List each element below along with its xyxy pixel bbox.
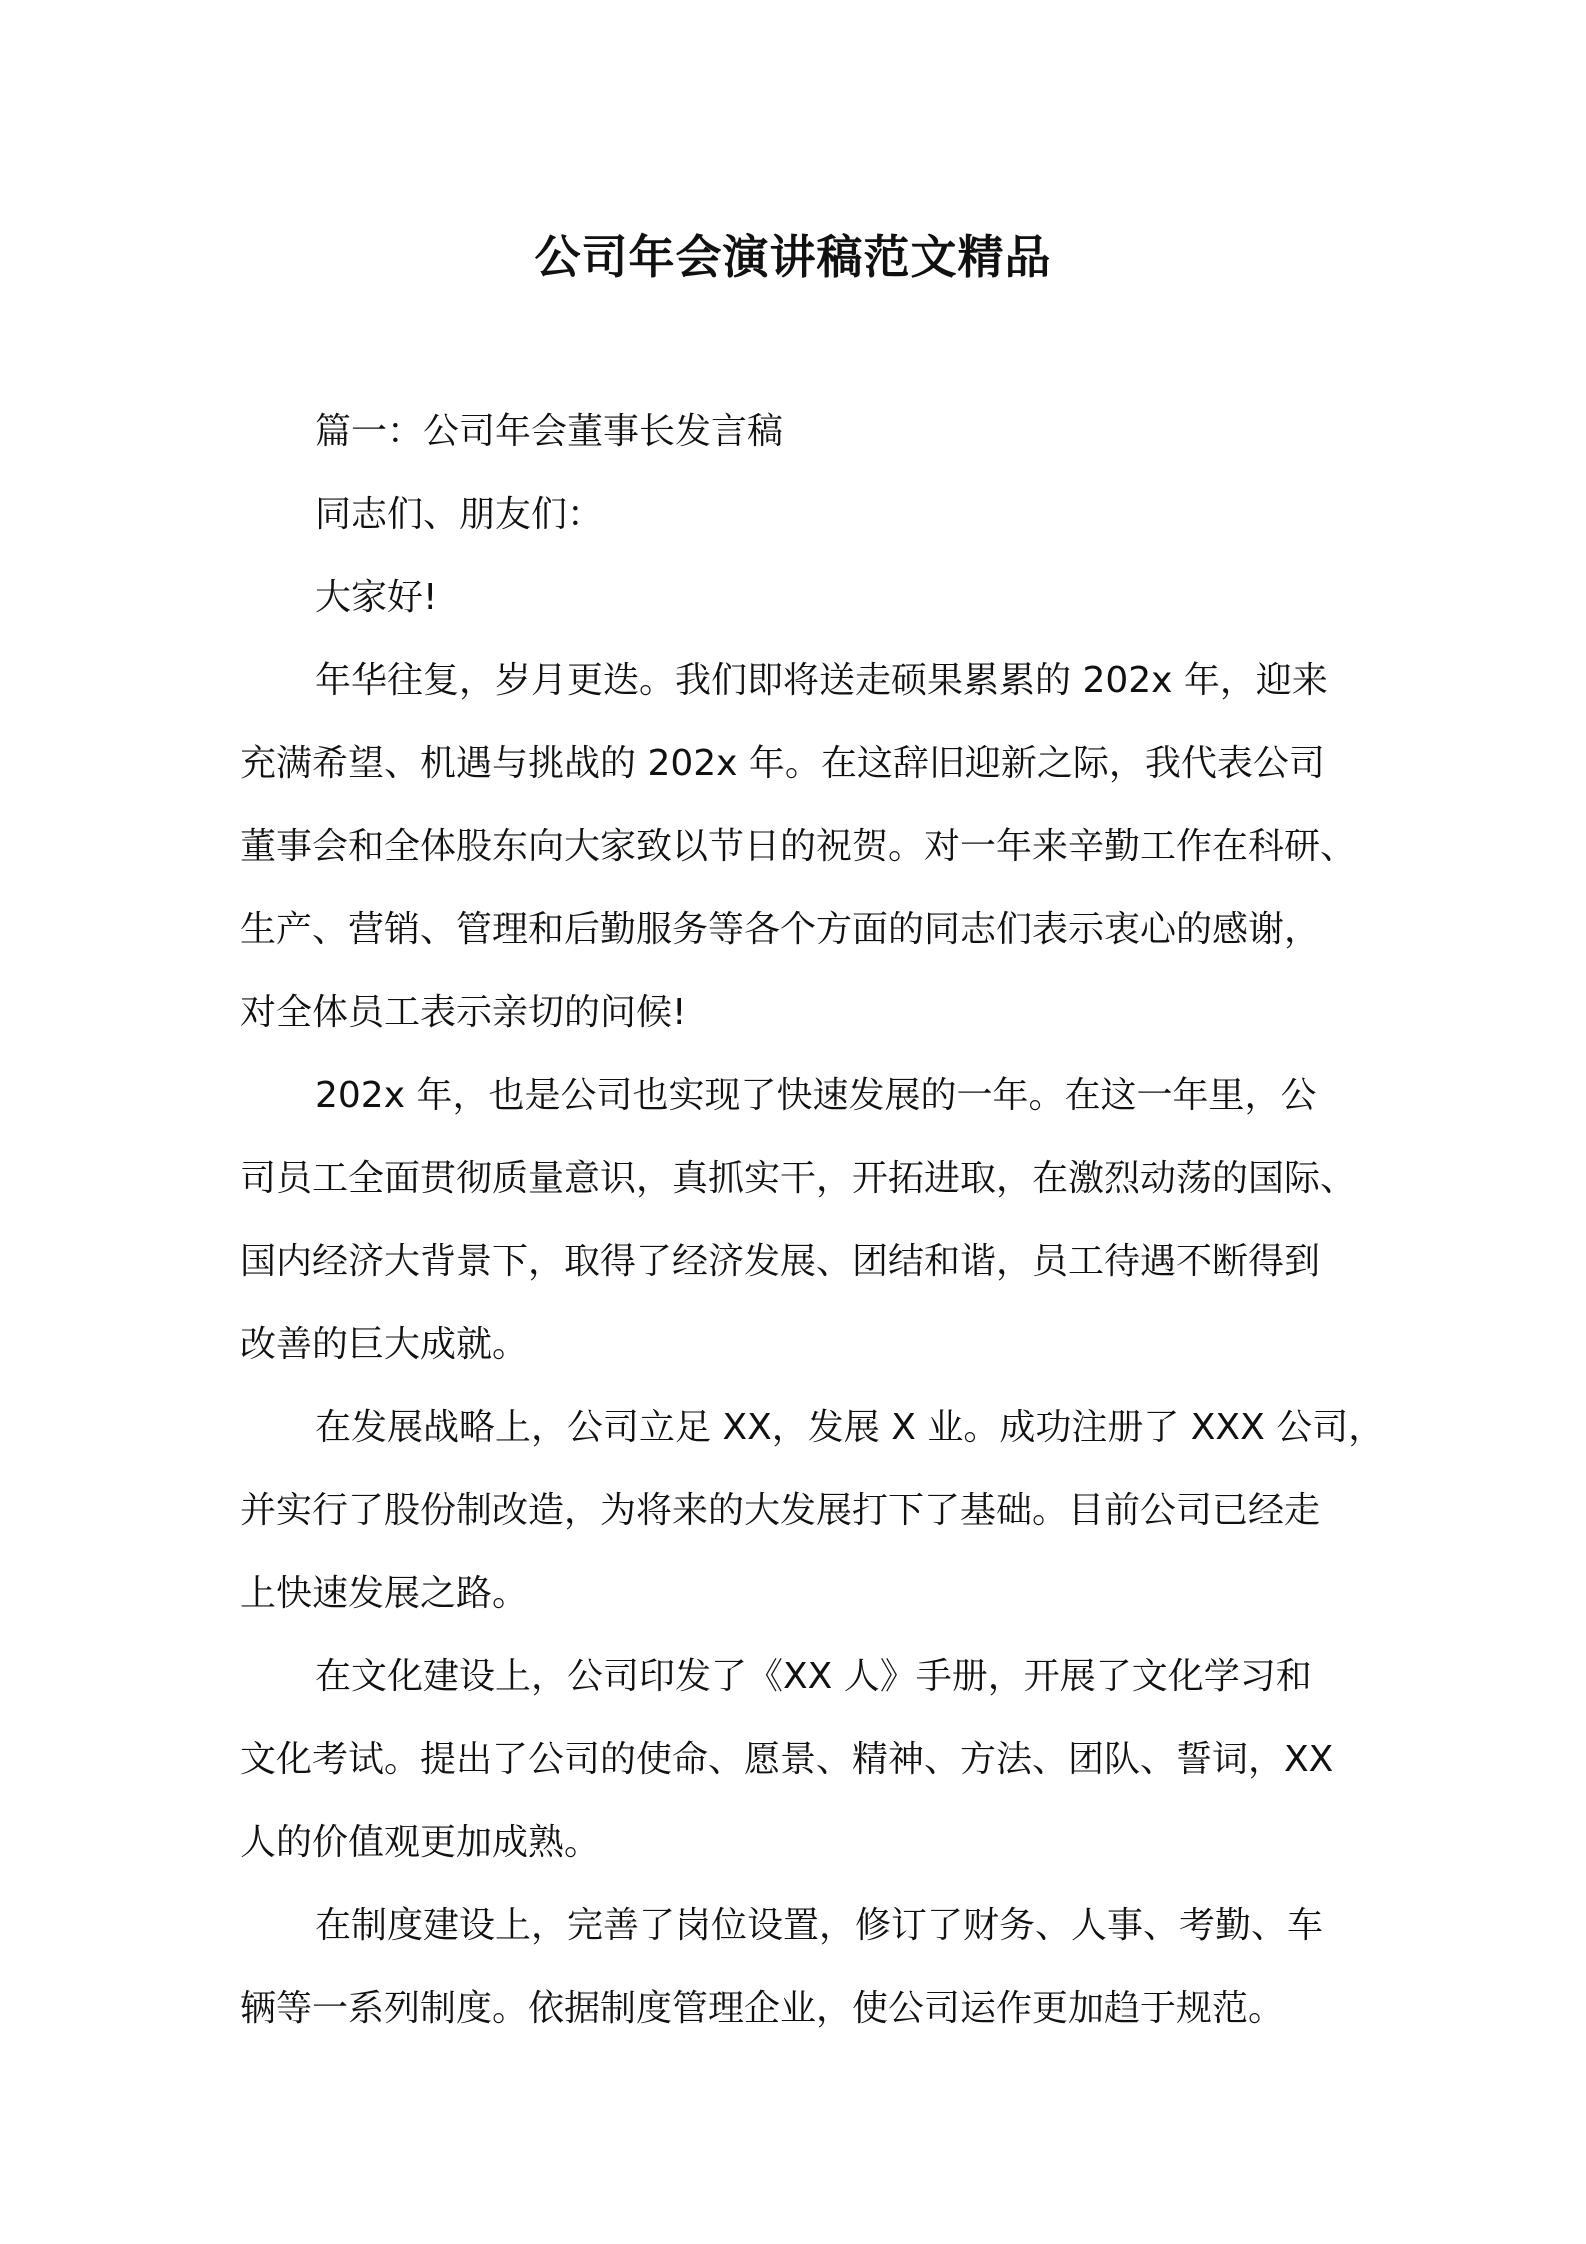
salutation: 同志们、朋友们： [315, 494, 604, 535]
paragraph-line: 充满希望、机遇与挑战的 202x 年。在这辞旧迎新之际，我代表公司 [240, 743, 1325, 784]
section-heading: 篇一：公司年会董事长发言稿 [315, 411, 784, 452]
paragraph-line: 并实行了股份制改造，为将来的大发展打下了基础。目前公司已经走 [240, 1490, 1321, 1531]
paragraph-line: 上快速发展之路。 [240, 1573, 529, 1614]
paragraph-line: 生产、营销、管理和后勤服务等各个方面的同志们表示衷心的感谢， [240, 909, 1321, 950]
paragraph-line: 在发展战略上，公司立足 XX，发展 X 业。成功注册了 XXX 公司， [315, 1407, 1385, 1448]
paragraph-line: 改善的巨大成就。 [240, 1324, 529, 1365]
paragraph-line: 对全体员工表示亲切的问候! [240, 992, 687, 1033]
document-body [240, 390, 1385, 2050]
paragraph-line: 年华往复，岁月更迭。我们即将送走硕果累累的 202x 年，迎来 [315, 660, 1328, 701]
paragraph-line: 国内经济大背景下，取得了经济发展、团结和谐，员工待遇不断得到 [240, 1241, 1321, 1282]
paragraph-line: 202x 年，也是公司也实现了快速发展的一年。在这一年里，公 [315, 1075, 1317, 1116]
paragraph-line: 文化考试。提出了公司的使命、愿景、精神、方法、团队、誓词，XX [240, 1739, 1334, 1780]
paragraph-line: 在制度建设上，完善了岗位设置，修订了财务、人事、考勤、车 [315, 1905, 1324, 1946]
paragraph-line: 辆等一系列制度。依据制度管理企业，使公司运作更加趋于规范。 [240, 1988, 1285, 2029]
paragraph-line: 在文化建设上，公司印发了《XX 人》手册，开展了文化学习和 [315, 1656, 1312, 1697]
greeting: 大家好! [315, 577, 438, 618]
paragraph-line: 董事会和全体股东向大家致以节日的祝贺。对一年来辛勤工作在科研、 [240, 826, 1357, 867]
document-title: 公司年会演讲稿范文精品 [534, 230, 1052, 284]
paragraph-line: 人的价值观更加成熟。 [240, 1822, 601, 1863]
paragraph-line: 司员工全面贯彻质量意识，真抓实干，开拓进取，在激烈动荡的国际、 [240, 1158, 1357, 1199]
